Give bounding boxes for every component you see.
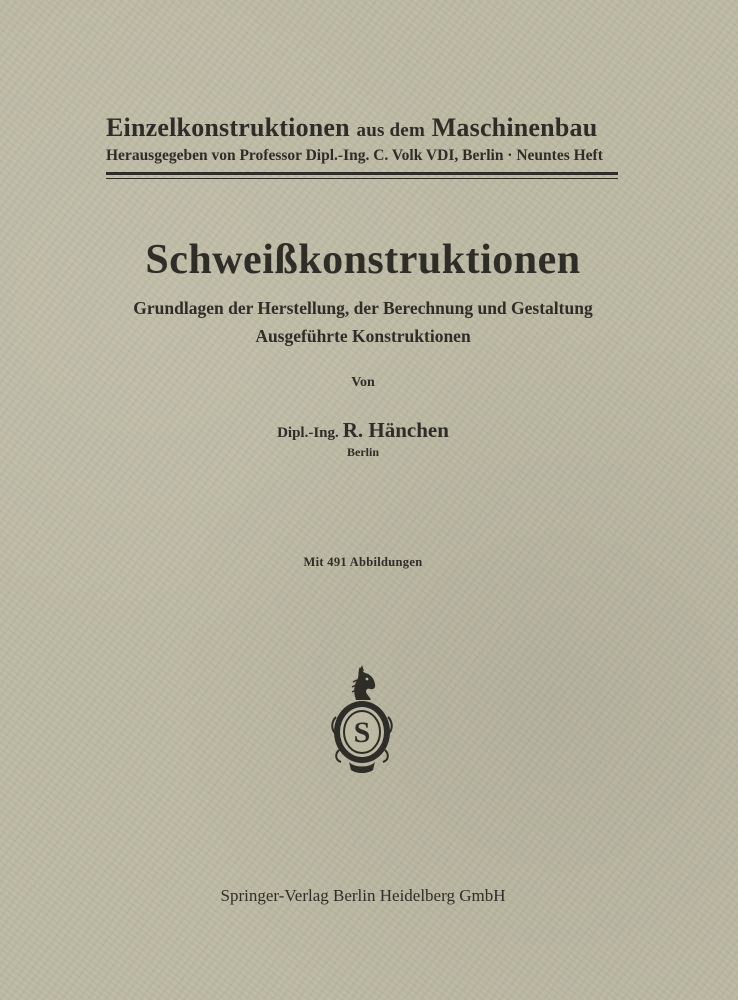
logo-emblem-letter: S	[353, 716, 371, 749]
series-title-end: Maschinenbau	[431, 113, 598, 142]
book-title: Schweißkonstruktionen	[145, 237, 581, 283]
author-prefix: Dipl.-Ing.	[277, 425, 339, 441]
by-label: Von	[351, 375, 375, 390]
author-line	[0, 418, 726, 443]
header-divider-thick	[106, 172, 618, 175]
book-subtitle-line2: Ausgeführte Konstruktionen	[255, 326, 471, 346]
header-divider-thin	[106, 178, 618, 179]
series-editor-line: Herausgegeben von Professor Dipl.-Ing. C. Volk VDI, Berlin · Neuntes Heft	[106, 147, 603, 164]
series-title	[106, 113, 626, 143]
book-subtitle-line1: Grundlagen der Herstellung, der Berechnung und Gestaltung	[133, 298, 593, 318]
series-title-connector: aus dem	[356, 120, 425, 141]
illustrations-note: Mit 491 Abbildungen	[303, 555, 423, 569]
publisher-name: Springer-Verlag Berlin Heidelberg GmbH	[220, 886, 506, 905]
series-title-main: Einzelkonstruktionen	[106, 113, 350, 142]
author-city: Berlin	[347, 445, 379, 459]
springer-horse-logo-icon	[329, 662, 395, 774]
author-name: R. Hänchen	[342, 418, 449, 442]
